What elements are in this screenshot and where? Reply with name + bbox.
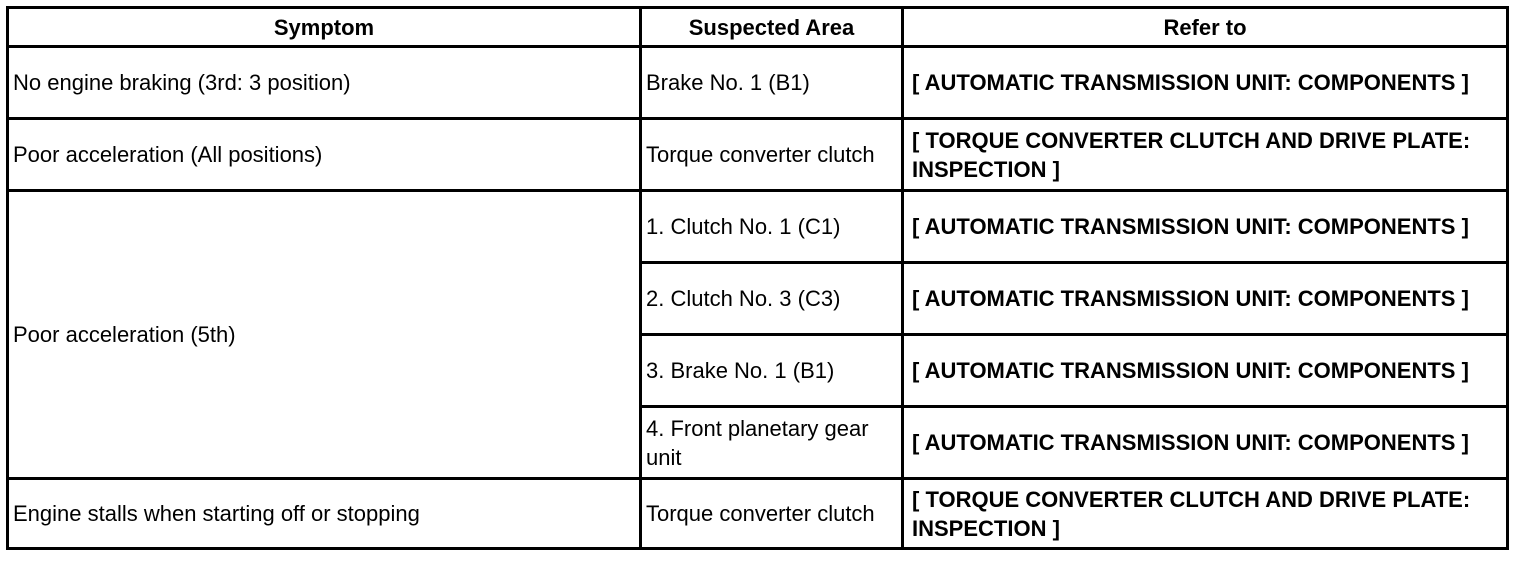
table-row xyxy=(8,191,1508,263)
refer-to-cell: [ AUTOMATIC TRANSMISSION UNIT: COMPONENTS ] xyxy=(903,335,1508,407)
table-row xyxy=(8,119,1508,191)
symptom-cell: No engine braking (3rd: 3 position) xyxy=(8,47,641,119)
suspected-area-cell: Brake No. 1 (B1) xyxy=(641,47,903,119)
suspected-area-cell: 1. Clutch No. 1 (C1) xyxy=(641,191,903,263)
table-header-row xyxy=(8,8,1508,47)
refer-to-cell: [ AUTOMATIC TRANSMISSION UNIT: COMPONENTS ] xyxy=(903,407,1508,479)
symptom-cell: Poor acceleration (5th) xyxy=(8,191,641,479)
header-suspected-area: Suspected Area xyxy=(641,8,903,47)
header-symptom: Symptom xyxy=(8,8,641,47)
suspected-area-cell: 3. Brake No. 1 (B1) xyxy=(641,335,903,407)
header-refer-to: Refer to xyxy=(903,8,1508,47)
troubleshooting-table xyxy=(6,6,1509,550)
refer-to-cell: [ TORQUE CONVERTER CLUTCH AND DRIVE PLATE: INSPECTION ] xyxy=(903,479,1508,549)
refer-to-cell: [ TORQUE CONVERTER CLUTCH AND DRIVE PLATE: INSPECTION ] xyxy=(903,119,1508,191)
troubleshooting-table-container xyxy=(6,6,1509,550)
suspected-area-cell: Torque converter clutch xyxy=(641,479,903,549)
suspected-area-cell: Torque converter clutch xyxy=(641,119,903,191)
suspected-area-cell: 2. Clutch No. 3 (C3) xyxy=(641,263,903,335)
symptom-cell: Engine stalls when starting off or stopping xyxy=(8,479,641,549)
table-row xyxy=(8,479,1508,549)
table-row xyxy=(8,47,1508,119)
refer-to-cell: [ AUTOMATIC TRANSMISSION UNIT: COMPONENTS ] xyxy=(903,191,1508,263)
suspected-area-cell: 4. Front planetary gear unit xyxy=(641,407,903,479)
refer-to-cell: [ AUTOMATIC TRANSMISSION UNIT: COMPONENTS ] xyxy=(903,263,1508,335)
symptom-cell: Poor acceleration (All positions) xyxy=(8,119,641,191)
refer-to-cell: [ AUTOMATIC TRANSMISSION UNIT: COMPONENTS ] xyxy=(903,47,1508,119)
